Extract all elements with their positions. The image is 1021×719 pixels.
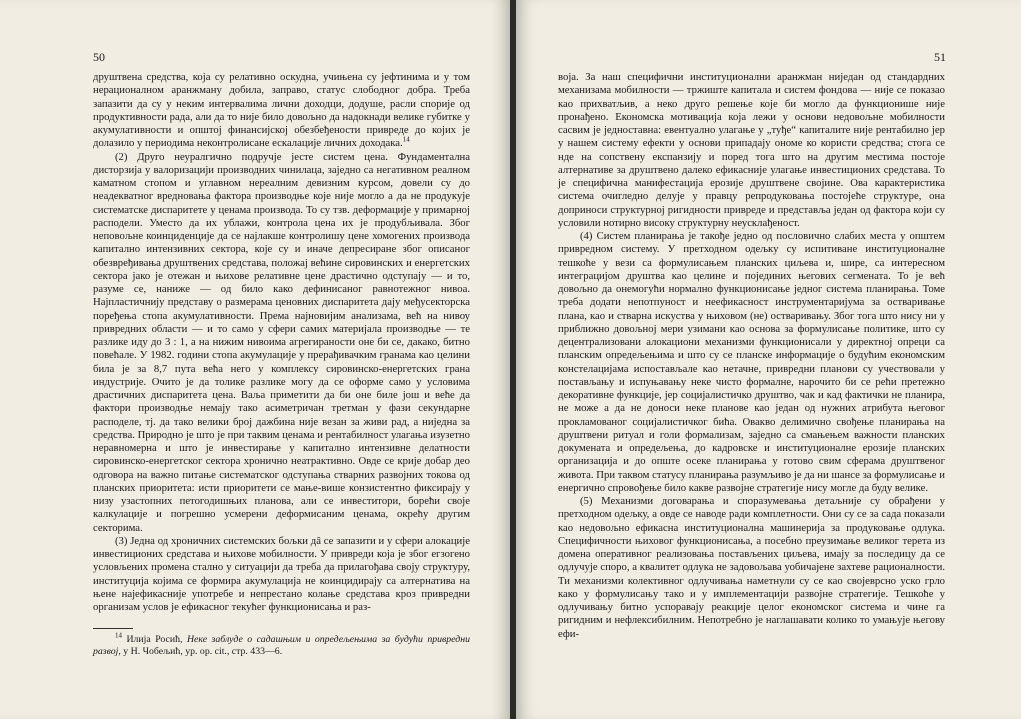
page-number-right: 51 (934, 50, 946, 64)
footnote (93, 631, 470, 658)
footnote-editor: у Н. Чобељић, (123, 646, 183, 657)
paragraph: (2) Друго неуралгично подручје јесте систем цена. Фундаментална дисторзија у валоризацији производних чинилаца, заједно са негативном реалном каматном стопом и углавном нереалним девизним курсом, довели су до неадекватног вредновања фактора производње које није могло а да не продукује систематске диспаритете у ценама производа. То су тзв. деформације у примарној расподели. Уместо да их ублажи, контрола цена их је продубљивала. Због неповољне коинциденције да се најлакше контролишу цене хомогених производа капитално интензивних сектора, које су и иначе депресиране због описаног обезвређивања друштвених средстава, положај већине сировинских и енергетских сектора јако је отежан и њихове релативне цене драстично одступају — и то, разуме се, наниже — од било како дефинисаног равнотежног нивоа. Најпластичнију представу о размерама ценовних диспаритета дају међусекторска поређења стопа акумулативности. Према најновијим анализама, већ на нивоу привредних области — и то само у сфери самих материјала производње — те разлике иду до 3 : 1, а на нижим нивоима агрегираности оне би се, дакако, битно повећале. У 1982. години стопа акумулације у прерађивачким гранама као целини била је за 8,7 пута већа него у комплексу сировинско-енергетских грана индустрије. Очито је да толике разлике могу да се оформе само у условима драстичних диспаритета цена. Ваља приметити да би оне биле још и веће да фактори производње немају тако асиметричан третман у фази секундарне расподеле, тј. да тако велики број дажбина није везан за живи рад, а ниједна за средства. Природно је што је при таквим ценама и рентабилност улагања изузетно неравномерна и што је инвестирање у капитално интензивне делатности сировинско-енергетског сектора хронично неатрактивно. Овде се крије добар део одговора на важно питање систематског одступања стварних развојних токова од планских приоритета: исти приоритети се мање-више конзистентно фиксирају у низу узастопних петогодишњих планова, али се инвеститори, борећи своје калкулације и погрешно усмерени деформисаним ценама, окрећу другим секторима. (93, 150, 470, 534)
paragraph (93, 71, 470, 151)
right-page (516, 0, 1021, 719)
paragraph: (4) Систем планирања је такође једно од пословично слабих места у општем привредном систему. У претходном одељку су испитиване институционалне тешкоће у вези са формулисањем планских циљева и, шире, са интересном интеграцијом друштва као целине и појединих његових сегмената. То је већ довољно да онемогући нормално функционисање једног система планирања. Томе треба додати непотпуност и неефикасност инструментаријума за остваривање плана, као и стварна искуства у њиховом (не) остваривању. Због тога што нису ни у приближно довољној мери узимани као основа за формулисање политике, што су децентрализовани алокациони механизми функционисали у директној опреци са планским опредељењима и што су се планске информације о будућим економским констелацијама испостављале као нетачне, привредни планови су учествовали у постављању и испуњавању неке чисто формалне, нарочито би се рећи претежно декоративне функције, јер социјалистичко друштво, чак и кад фактички не планира, не може а да не доноси неке планове као један од нужних атрибута његовог прокламованог социјалистичког бића. Овакво делимично свођење планирања на друштвени ритуал и голи формализам, заједно са смањењем важности планских докумената и опредељења, до кадровске и институционалне ерозије планских организација и до опште осеке планирања у готово свим сферама друштвеног живота. При таквом статусу планирања разумљиво је да ни шансе за формулисање и енергично спровођење било какве развојне стратегије нису могле да буду велике. (558, 230, 945, 494)
footnote-author: Илија Росић, (126, 634, 183, 645)
paragraph-text: друштвена средства, која су релативно оскудна, учињена су јефтинима и у том нерационалном аранжману добила, заправо, статус слободног добра. Треба запазити да су у неким интервалима лични доходци, додуше, расли спорије од продуктивности рада, али да то није било довољно да надокнади велике губитке у акумулативности и општој финансијској обезбеђености привреде до којих је долазило у периодима неконтролисане ескалације личних доходака. (93, 71, 470, 150)
footnote-ref: ур. op. cit., стр. 433—6. (185, 646, 283, 657)
paragraph: воја. За наш специфични институционални аранжман ниједан од стандардних механизама мобилности — тржиште капитала и систем фондова — није се показао као прихватљив, а неко друго решење које би могло да функционише није пронађено. Економска мотивација која лежи у основи недовољне мобилности сасвим је једноставна: евентуално улагање у „туђе“ капиталите није рентабилно јер у нашем систему ефекти у основи припадају ономе ко користи средства; стога се нде на сопствену експанзију и поред тога што на другим местима постоје алтернативе за друштвено далеко ефикасније улагање инвестиционих средстава. То је специфична манифестација ерозије друштвене својине. Ова карактеристика система очигледно делује у правцу репродуковања постојеће структуре, она доприноси структурној ригидности привреде и представља један од фактора који су условили нотирно високу структурну неусклађеност. (558, 71, 945, 229)
footnote-reference: 14 (402, 135, 410, 144)
left-page (0, 0, 510, 719)
footnote-mark: 14 (115, 631, 122, 640)
left-page-body (93, 71, 470, 614)
paragraph: (3) Једна од хроничних системских бољки дâ се запазити и у сфери алокације инвестиционих средстава и њихове мобилности. У привреди која је због егзогено условљених промена стално у ситуацији да треба да прилагођава своју структуру, институција којима се формира акумулација не коинцидирају са алтернатива на њене најефикасније употребе и непрестано колање средстава кроз привредни организам услов је ефикасног текућег функционисања и раз- (93, 534, 470, 613)
footnote-divider (93, 628, 133, 629)
footnote-title: Неке заблуде о садашњим и опредељењима за будући привредни развој, (93, 634, 470, 657)
paragraph: (5) Механизми договарања и споразумевања детаљније су обрађени у претходном одељку, а овде се наводе ради комплетности. Они су се за сада показали као недовољно ефикасна институционална машинерија за продуковање одлука. Специфичности њиховог функционисања, а посебно преузимање великог терета из домена оперативног реализовања постављених циљева, имају за последицу да се одлучује споро, а квалитет одлука не задовољава уобичајене захтеве рационалности. Ти механизми колективног одлучивања наметнули су се као својеврсно уско грло како у формулисању тако и у имплементацији развојне стратегије. Тешкоће у одлучивању битно успоравају реакције целог економског система и чине га ригидним и нефлексибилним. Непотребно је наглашавати колико то умањује његову ефи- (558, 495, 945, 640)
page-number-left: 50 (93, 50, 105, 64)
right-page-body (558, 71, 945, 641)
